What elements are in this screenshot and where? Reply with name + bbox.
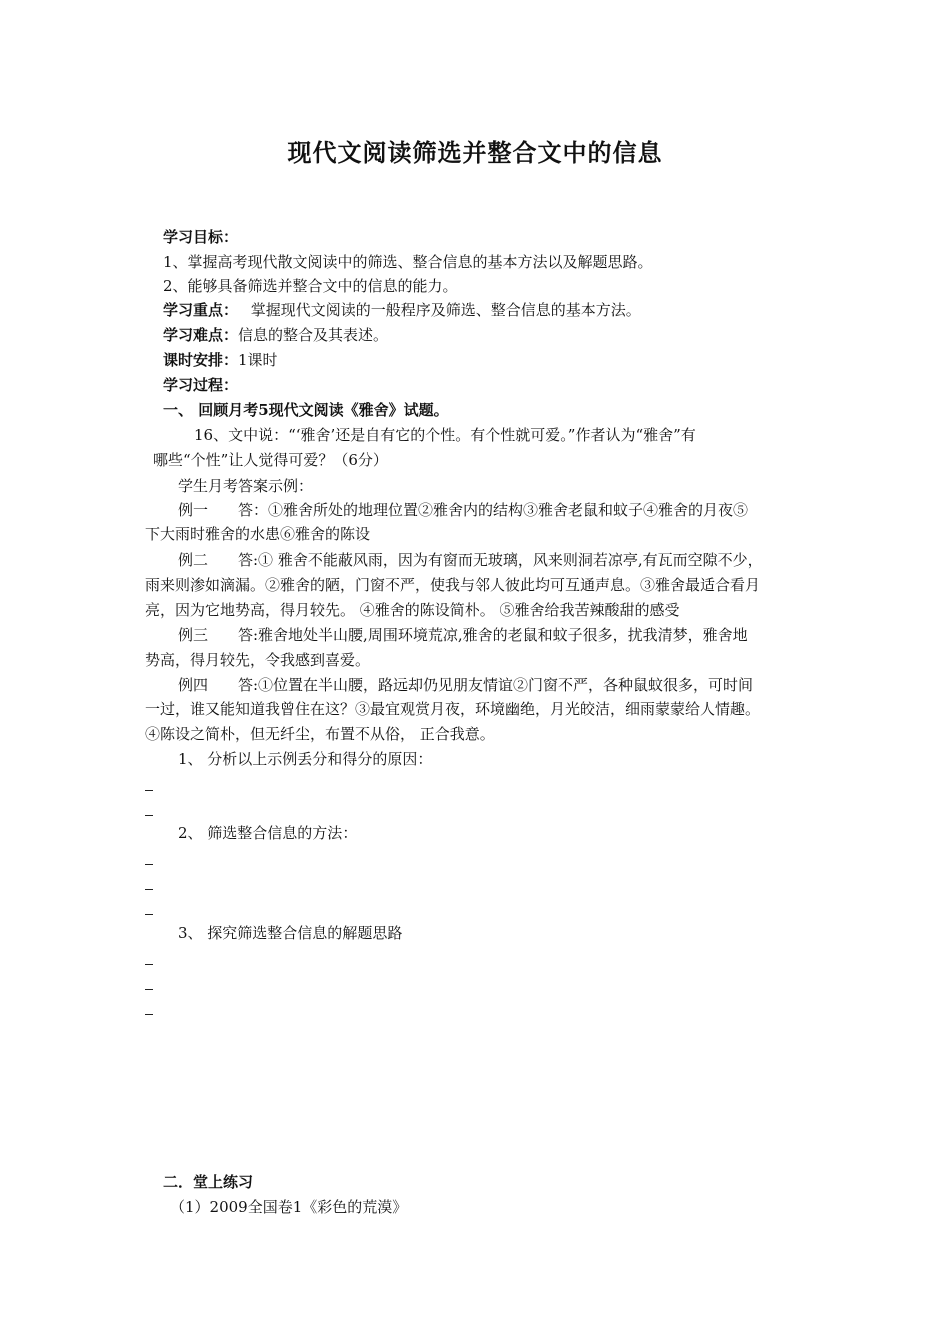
question-line-1: 16、文中说：“‘雅舍’还是自有它的个性。有个性就可爱。”作者认为“雅舍”有 <box>194 426 696 444</box>
example2-line-1: 例二 答:① 雅舍不能蔽风雨，因为有窗而无玻璃，风来则洞若凉亭,有瓦而空隙不少， <box>178 551 763 569</box>
example4-line-2: 一过，谁又能知道我曾住在这？③最宜观赏月夜，环境幽绝，月光皎洁，细雨蒙蒙给人情趣。 <box>145 700 761 718</box>
task-3: 3、 探究筛选整合信息的解题思路 <box>178 924 403 942</box>
process-label: 学习过程： <box>163 376 239 394</box>
blank-line <box>145 989 153 990</box>
task-2: 2、 筛选整合信息的方法： <box>178 824 358 842</box>
blank-line <box>145 889 153 890</box>
schedule-row <box>163 348 278 372</box>
example2-line-2: 雨来则渗如滴漏。②雅舍的陋，门窗不严，使我与邻人彼此均可互通声息。③雅舍最适合看月 <box>145 576 761 594</box>
example3-line-2: 势高，得月较先，令我感到喜爱。 <box>145 651 371 669</box>
example3-line-1: 例三 答:雅舍地处半山腰,周围环境荒凉,雅舍的老鼠和蚊子很多，扰我清梦，雅舍地 <box>178 626 748 644</box>
blank-line <box>145 1014 153 1015</box>
samples-label: 学生月考答案示例： <box>178 477 314 495</box>
example1-line-2: 下大雨时雅舍的水患⑥雅舍的陈设 <box>145 525 371 543</box>
example2-line-3: 亮，因为它地势高，得月较先。 ④雅舍的陈设简朴。 ⑤雅舍给我苦辣酸甜的感受 <box>145 601 680 619</box>
practice-item-1: （1）2009全国卷1《彩色的荒漠》 <box>170 1198 408 1216</box>
goal-item-2: 2、能够具备筛选并整合文中的信息的能力。 <box>163 277 458 295</box>
task-1: 1、 分析以上示例丢分和得分的原因： <box>178 750 433 768</box>
focus-text: 掌握现代文阅读的一般程序及筛选、整合信息的基本方法。 <box>250 301 641 319</box>
schedule-text: 1课时 <box>238 351 278 369</box>
question-line-2: 哪些“个性”让人觉得可爱？（6分） <box>153 451 388 469</box>
focus-label: 学习重点： <box>163 301 239 319</box>
focus-row <box>163 298 641 322</box>
schedule-label: 课时安排： <box>163 351 239 369</box>
goal-item-1: 1、掌握高考现代散文阅读中的筛选、整合信息的基本方法以及解题思路。 <box>163 253 653 271</box>
section2-heading: 二．堂上练习 <box>163 1173 254 1191</box>
example4-line-1: 例四 答:①位置在半山腰，路远却仍见朋友情谊②门窗不严，各种鼠蚊很多，可时间 <box>178 676 754 694</box>
difficulty-label: 学习难点： <box>163 326 239 344</box>
section1-heading: 一、 回顾月考5现代文阅读《雅舍》试题。 <box>163 401 449 419</box>
blank-line <box>145 815 153 816</box>
blank-line <box>145 790 153 791</box>
blank-line <box>145 864 153 865</box>
example4-line-3: ④陈设之简朴，但无纤尘，布置不从俗， 正合我意。 <box>145 725 495 743</box>
blank-line <box>145 914 153 915</box>
page-title: 现代文阅读筛选并整合文中的信息 <box>287 138 663 167</box>
example1-line-1: 例一 答：①雅舍所处的地理位置②雅舍内的结构③雅舍老鼠和蚊子④雅舍的月夜⑤ <box>178 501 749 519</box>
difficulty-row <box>163 323 388 347</box>
goals-label: 学习目标： <box>163 228 239 246</box>
difficulty-text: 信息的整合及其表述。 <box>238 326 389 344</box>
blank-line <box>145 964 153 965</box>
